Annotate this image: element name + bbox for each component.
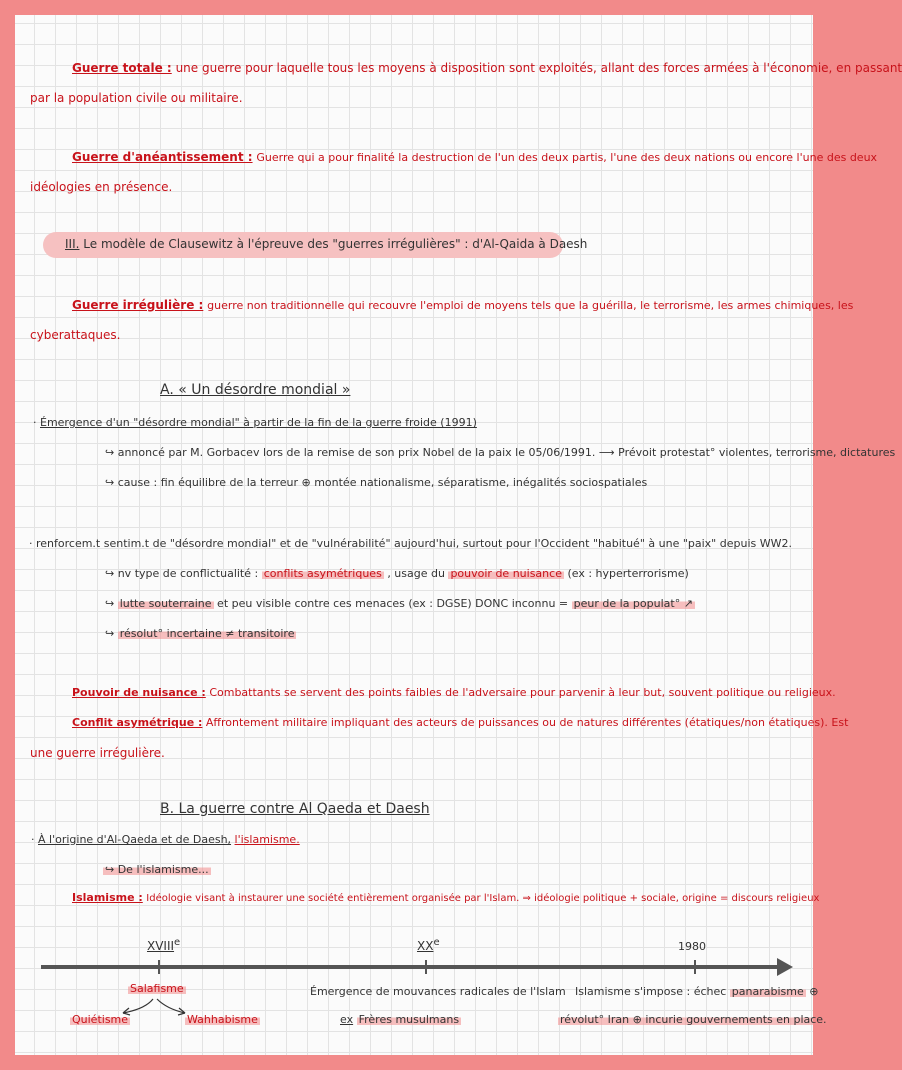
part-a-bullet2-text: renforcem.t sentim.t de "désordre mondial" et de "vulnérabilité" aujourd'hui, surtout pour l'Occident "habitué" à une "paix" depuis WW2. bbox=[36, 537, 792, 550]
pouvoir-nuisance-text: Combattants se servent des points faibles de l'adversaire pour parvenir à leur but, souvent politique ou religieux. bbox=[209, 686, 836, 699]
part-b-bullet1: · À l'origine d'Al-Qaeda et de Daesh, l'islamisme. bbox=[31, 833, 300, 846]
islamisme-impose-line bbox=[575, 985, 818, 998]
quietisme-text: Quiétisme bbox=[72, 1013, 129, 1026]
guerre-aneantissement-line2: idéologies en présence. bbox=[30, 180, 173, 194]
timeline-label-xviii-sup: e bbox=[174, 937, 181, 948]
part-a-sub3-pre: ↪ nv type de conflictualité : bbox=[105, 567, 259, 580]
ex-label: ex bbox=[340, 1013, 354, 1026]
guerre-totale-line1 bbox=[72, 61, 902, 75]
section-3-heading bbox=[65, 237, 587, 251]
timeline-label-xx bbox=[417, 937, 440, 953]
islamisme-term: Islamisme : bbox=[72, 891, 143, 904]
part-a-sub5 bbox=[105, 627, 296, 640]
de-islamisme-highlight: ↪ De l'islamisme... bbox=[105, 863, 209, 876]
timeline-label-1980: 1980 bbox=[678, 940, 706, 953]
part-a-sub2-pre: ↪ cause : bbox=[105, 476, 158, 489]
conflit-asymetrique-def bbox=[72, 716, 848, 729]
lutte-souterraine-highlight: lutte souterraine bbox=[119, 597, 212, 610]
timeline-axis bbox=[41, 965, 781, 969]
revolution-iran-line bbox=[558, 1013, 829, 1026]
freres-musulmans-line bbox=[340, 1013, 461, 1026]
timeline-label-xviii-text: XVIII bbox=[147, 939, 175, 953]
timeline-tick-1980 bbox=[694, 960, 696, 974]
part-a-sub2-main: fin équilibre de la terreur ⊕ montée nationalisme, séparatisme, inégalités sociospatiales bbox=[160, 476, 648, 489]
conflit-asymetrique-term: Conflit asymétrique : bbox=[72, 716, 203, 729]
timeline-tick-xviii bbox=[158, 960, 160, 974]
pouvoir-nuisance-term: Pouvoir de nuisance : bbox=[72, 686, 206, 699]
islamisme-link: l'islamisme. bbox=[234, 833, 300, 846]
part-a-sub5-pre: ↪ bbox=[105, 627, 115, 640]
guerre-totale-text: une guerre pour laquelle tous les moyens à disposition sont exploités, allant des forces armées à l'économie, en passant bbox=[175, 61, 902, 75]
timeline-label-xviii bbox=[147, 937, 180, 953]
part-a-sub1: ↪ annoncé par M. Gorbacev lors de la remise de son prix Nobel de la paix le 05/06/1991. ⟶ Prévoit protestat° violentes, terrorisme, dictatures bbox=[105, 446, 896, 459]
salafisme-text: Salafisme bbox=[130, 982, 184, 995]
conflits-asymetriques-highlight: conflits asymétriques bbox=[263, 567, 382, 580]
part-a-sub4-mid: et peu visible contre ces menaces (ex : DGSE) DONC inconnu = bbox=[217, 597, 569, 610]
conflit-asymetrique-text: Affrontement militaire impliquant des acteurs de puissances ou de natures différentes (étatiques/non étatiques). Est bbox=[205, 716, 849, 729]
islamisme-impose-text: Islamisme s'impose : échec bbox=[575, 985, 727, 998]
part-a-bullet2: · renforcem.t sentim.t de "désordre mondial" et de "vulnérabilité" aujourd'hui, surtout pour l'Occident "habitué" à une "paix" depuis WW2. bbox=[29, 537, 792, 550]
wahhabisme-label bbox=[185, 1013, 260, 1026]
islamisme-text: Idéologie visant à instaurer une société entièrement organisée par l'Islam. ⇒ idéologie politique + sociale, origine = discours religieux bbox=[146, 893, 820, 904]
part-b-sub1 bbox=[103, 863, 211, 876]
guerre-irreguliere-line2: cyberattaques. bbox=[30, 328, 121, 342]
notebook-page bbox=[15, 15, 902, 1055]
resolution-incertaine-highlight: résolut° incertaine ≠ transitoire bbox=[119, 627, 295, 640]
part-a-sub4 bbox=[105, 597, 695, 610]
part-a-sub3-mid: , usage du bbox=[387, 567, 445, 580]
part-a-sub3 bbox=[105, 567, 689, 580]
quietisme-label bbox=[70, 1013, 130, 1026]
timeline-arrow-head-icon bbox=[777, 958, 793, 976]
timeline-label-xx-text: XX bbox=[417, 939, 434, 953]
freres-musulmans-highlight: Frères musulmans bbox=[358, 1013, 460, 1026]
section-title: Le modèle de Clausewitz à l'épreuve des "guerres irrégulières" : d'Al-Qaida à Daesh bbox=[83, 237, 588, 251]
guerre-irreguliere-line1 bbox=[72, 298, 853, 312]
part-b-title bbox=[160, 801, 430, 817]
guerre-irreguliere-term: Guerre irrégulière : bbox=[72, 298, 204, 312]
part-a-sub2 bbox=[105, 476, 647, 489]
guerre-irreguliere-text: guerre non traditionnelle qui recouvre l'emploi de moyens tels que la guérilla, le terrorisme, les armes chimiques, les bbox=[207, 299, 854, 312]
guerre-totale-line2: par la population civile ou militaire. bbox=[30, 91, 243, 105]
wahhabisme-text: Wahhabisme bbox=[187, 1013, 258, 1026]
conflit-asymetrique-line2: une guerre irrégulière. bbox=[30, 746, 165, 760]
timeline-label-xx-sup: e bbox=[433, 937, 440, 948]
part-a-title-text: A. « Un désordre mondial » bbox=[160, 382, 351, 398]
part-a-sub3-post: (ex : hyperterrorisme) bbox=[567, 567, 689, 580]
pouvoir-nuisance-def bbox=[72, 686, 836, 699]
guerre-totale-term: Guerre totale : bbox=[72, 61, 172, 75]
part-b-title-text: B. La guerre contre Al Qaeda et Daesh bbox=[160, 801, 430, 817]
part-a-sub4-pre: ↪ bbox=[105, 597, 115, 610]
islamisme-def bbox=[72, 891, 819, 904]
guerre-aneantissement-term: Guerre d'anéantissement : bbox=[72, 150, 253, 164]
part-b-bullet1-pre: À l'origine d'Al-Qaeda et de Daesh, bbox=[38, 833, 232, 846]
part-a-bullet1-text: Émergence d'un "désordre mondial" à partir de la fin de la guerre froide (1991) bbox=[40, 416, 477, 429]
guerre-aneantissement-line1 bbox=[72, 150, 877, 164]
part-a-bullet1: · Émergence d'un "désordre mondial" à partir de la fin de la guerre froide (1991) bbox=[33, 416, 477, 429]
guerre-aneantissement-text: Guerre qui a pour finalité la destruction de l'un des deux partis, l'une des deux nations ou encore l'une des deux bbox=[256, 151, 878, 164]
section-numeral: III. bbox=[65, 237, 80, 251]
timeline-tick-xx bbox=[425, 960, 427, 974]
salafisme-label bbox=[128, 982, 186, 995]
part-a-title bbox=[160, 382, 350, 398]
plus-circle-icon: ⊕ bbox=[809, 985, 819, 998]
emergence-label: Émergence de mouvances radicales de l'Islam bbox=[310, 985, 566, 998]
pouvoir-nuisance-highlight: pouvoir de nuisance bbox=[450, 567, 562, 580]
revolution-iran-text: révolut° Iran ⊕ incurie gouvernements en place. bbox=[560, 1013, 827, 1026]
peur-population-highlight: peur de la populat° ↗ bbox=[573, 597, 693, 610]
panarabisme-highlight: panarabisme bbox=[731, 985, 804, 998]
